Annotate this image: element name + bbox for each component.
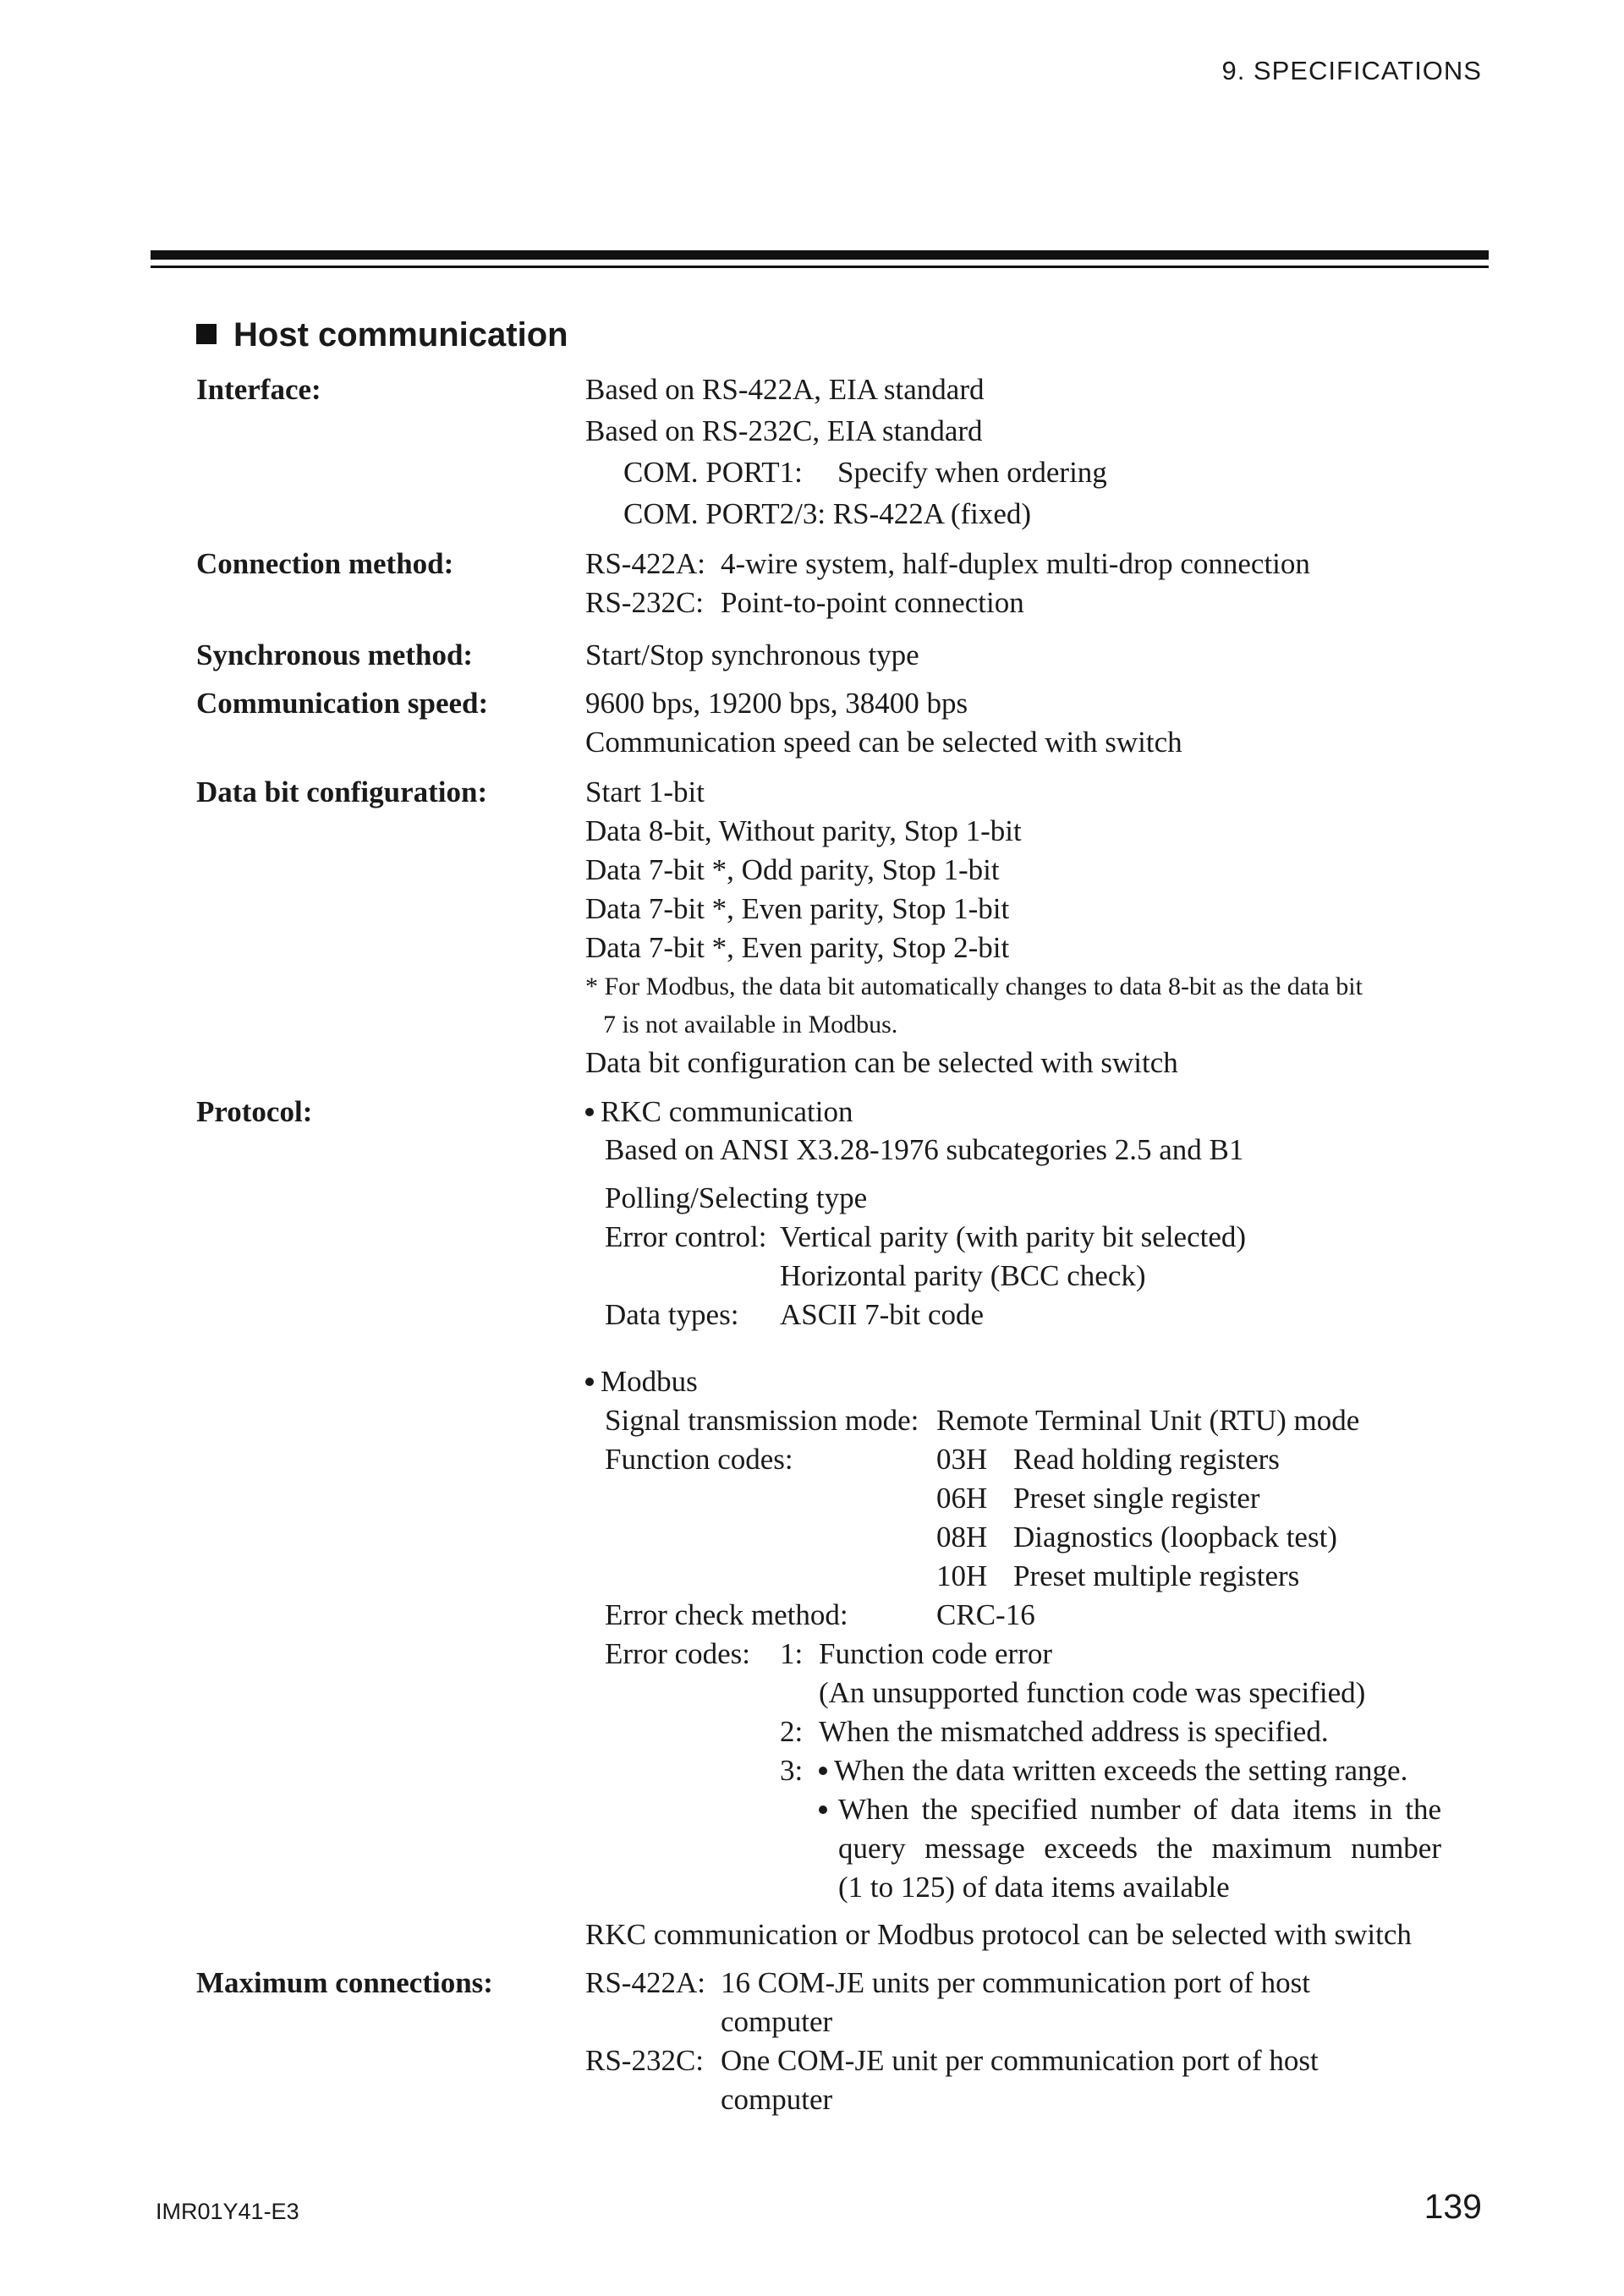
interface-label: Interface:: [196, 373, 321, 406]
modbus-signal-label: Signal transmission mode:: [605, 1404, 919, 1437]
interface-port23: COM. PORT2/3: RS-422A (fixed): [623, 497, 1032, 530]
rkc-error-control-label: Error control:: [605, 1220, 767, 1253]
function-code-desc: Read holding registers: [1013, 1443, 1280, 1476]
comm-speed-line2: Communication speed can be selected with switch: [585, 726, 1182, 759]
interface-line1: Based on RS-422A, EIA standard: [585, 373, 985, 406]
bullet-icon: [819, 1806, 827, 1814]
function-code: 03H: [936, 1443, 988, 1476]
comm-speed-label: Communication speed:: [196, 687, 489, 720]
interface-port1-value: Specify when ordering: [837, 456, 1107, 489]
data-bit-line: Data 7-bit *, Even parity, Stop 2-bit: [585, 931, 1010, 964]
max-rs422a-label: RS-422A:: [585, 1966, 705, 1999]
protocol-label: Protocol:: [196, 1095, 313, 1128]
error-code-number: 3:: [780, 1754, 804, 1787]
section-title: Host communication: [196, 316, 568, 354]
connection-rs422a-value: 4-wire system, half-duplex multi-drop connection: [721, 547, 1310, 580]
header-rule-thick: [151, 250, 1489, 260]
max-connections-label: Maximum connections:: [196, 1966, 493, 1999]
modbus-error-check-value: CRC-16: [936, 1598, 1035, 1631]
rkc-data-types-label: Data types:: [605, 1298, 739, 1331]
data-bit-line: Data 7-bit *, Even parity, Stop 1-bit: [585, 892, 1010, 925]
data-bit-line: Data 8-bit, Without parity, Stop 1-bit: [585, 814, 1022, 847]
error-code-subtext: (An unsupported function code was specified): [819, 1676, 1366, 1709]
error-code-text: [819, 1793, 834, 1827]
sync-method-value: Start/Stop synchronous type: [585, 638, 919, 671]
rkc-title: RKC communication: [585, 1095, 853, 1129]
running-header: 9. SPECIFICATIONS: [1221, 56, 1482, 85]
max-rs232c-label: RS-232C:: [585, 2044, 705, 2077]
data-bit-line: Data 7-bit *, Odd parity, Stop 1-bit: [585, 853, 1000, 886]
interface-line2: Based on RS-232C, EIA standard: [585, 414, 983, 447]
max-rs422a-line1: 16 COM-JE units per communication port of host: [721, 1966, 1311, 1999]
connection-method-label: Connection method:: [196, 547, 454, 580]
error-code-text-line: When the specified number of data items in the: [838, 1793, 1441, 1826]
document-id: IMR01Y41-E3: [156, 2199, 299, 2224]
connection-rs232c-value: Point-to-point connection: [721, 586, 1024, 619]
bullet-icon: [585, 1378, 594, 1386]
error-code-text: Function code error: [819, 1637, 1053, 1670]
sync-method-label: Synchronous method:: [196, 638, 474, 671]
max-rs232c-line1: One COM-JE unit per communication port of host: [721, 2044, 1319, 2077]
rkc-error-control-1: Vertical parity (with parity bit selected): [780, 1220, 1247, 1253]
modbus-error-check-label: Error check method:: [605, 1598, 848, 1631]
function-code-desc: Diagnostics (loopback test): [1013, 1521, 1337, 1553]
protocol-footer: RKC communication or Modbus protocol can be selected with switch: [585, 1918, 1412, 1951]
data-bit-note-line1: * For Modbus, the data bit automatically changes to data 8-bit as the data bit: [585, 973, 1363, 1000]
page-number: 139: [1424, 2187, 1482, 2226]
max-rs232c-line2: computer: [721, 2083, 833, 2116]
data-bit-footer: Data bit configuration can be selected with switch: [585, 1046, 1178, 1079]
comm-speed-line1: 9600 bps, 19200 bps, 38400 bps: [585, 687, 968, 720]
error-code-text-line: query message exceeds the maximum number: [838, 1832, 1441, 1865]
rkc-error-control-2: Horizontal parity (BCC check): [780, 1259, 1146, 1292]
data-bit-line: Start 1-bit: [585, 775, 705, 808]
connection-rs422a-label: RS-422A:: [585, 547, 705, 580]
square-bullet-icon: [196, 324, 217, 344]
modbus-signal-value: Remote Terminal Unit (RTU) mode: [936, 1404, 1360, 1437]
function-code-desc: Preset multiple registers: [1013, 1559, 1300, 1592]
bullet-icon: [585, 1108, 594, 1116]
rkc-based-on: Based on ANSI X3.28-1976 subcategories 2.5 and B1: [605, 1133, 1244, 1166]
rkc-data-types-value: ASCII 7-bit code: [780, 1298, 985, 1331]
header-rule-thin: [151, 266, 1489, 268]
function-code: 06H: [936, 1482, 988, 1515]
modbus-function-codes-label: Function codes:: [605, 1443, 793, 1476]
error-code-number: 2:: [780, 1715, 804, 1748]
function-code: 10H: [936, 1559, 988, 1592]
connection-rs232c-label: RS-232C:: [585, 586, 705, 619]
error-code-text: When the data written exceeds the setting range.: [819, 1754, 1407, 1788]
max-rs422a-line2: computer: [721, 2005, 833, 2038]
rkc-polling: Polling/Selecting type: [605, 1181, 868, 1214]
function-code-desc: Preset single register: [1013, 1482, 1260, 1515]
data-bit-label: Data bit configuration:: [196, 775, 488, 808]
function-code: 08H: [936, 1521, 988, 1553]
bullet-icon: [819, 1767, 827, 1775]
error-code-number: 1:: [780, 1637, 804, 1670]
error-code-text-line: (1 to 125) of data items available: [838, 1871, 1230, 1904]
error-code-text: When the mismatched address is specified.: [819, 1715, 1329, 1748]
data-bit-note-line2: 7 is not available in Modbus.: [603, 1011, 898, 1038]
interface-port1-label: COM. PORT1:: [623, 456, 803, 489]
modbus-error-codes-label: Error codes:: [605, 1637, 751, 1670]
modbus-title: Modbus: [585, 1365, 698, 1399]
